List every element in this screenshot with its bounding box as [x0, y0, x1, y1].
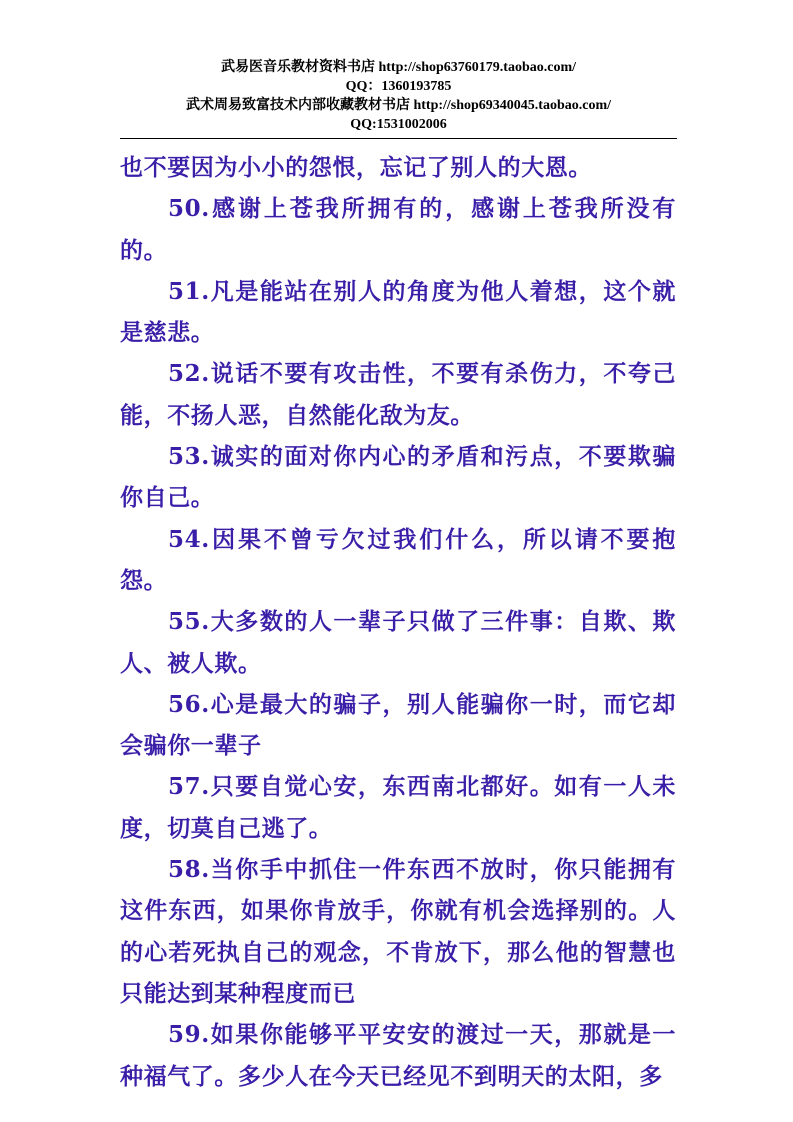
paragraph-55: 55.大多数的人一辈子只做了三件事：自欺、欺人、被人欺。 — [120, 608, 676, 677]
paragraph-51: 51.凡是能站在别人的角度为他人着想，这个就是慈悲。 — [120, 277, 676, 347]
header-qq-line-1: QQ：1360193785 — [345, 79, 452, 94]
paragraph-57: 57.只要自觉心安，东西南北都好。如有一人未度，切莫自己逃了。 — [120, 773, 676, 842]
paragraph-52: 52.说话不要有攻击性，不要有杀伤力，不夸己能，不扬人恶，自然能化敌为友。 — [120, 360, 676, 429]
page-header — [120, 58, 677, 134]
paragraph-54: 54.因果不曾亏欠过我们什么，所以请不要抱怨。 — [120, 525, 676, 594]
paragraph-56: 56.心是最大的骗子，别人能骗你一时，而它却会骗你一辈子 — [120, 690, 676, 760]
paragraph-59: 59.如果你能够平平安安的渡过一天，那就是一种福气了。多少人在今天已经见不到明天的太阳，多 — [120, 1021, 676, 1090]
header-divider — [120, 138, 677, 139]
paragraph-58: 58.当你手中抓住一件东西不放时，你只能拥有这件东西，如果你肯放手，你就有机会选择别的。人的心若死执自己的观念，不肯放下，那么他的智慧也只能达到某种程度而已 — [120, 856, 676, 1007]
paragraph-continuation: 也不要因为小小的怨恨，忘记了别人的大恩。 — [120, 154, 592, 181]
paragraph-50: 50.感谢上苍我所拥有的，感谢上苍我所没有的。 — [120, 195, 676, 264]
header-shop-line-1: 武易医音乐教材资料书店 http://shop63760179.taobao.com/ — [220, 60, 577, 75]
document-body — [120, 147, 676, 1097]
header-qq-line-2: QQ:1531002006 — [350, 117, 447, 132]
header-shop-line-2: 武术周易致富技术内部收藏教材书店 http://shop69340045.taobao.com/ — [185, 98, 612, 113]
paragraph-53: 53.诚实的面对你内心的矛盾和污点，不要欺骗你自己。 — [120, 443, 676, 512]
